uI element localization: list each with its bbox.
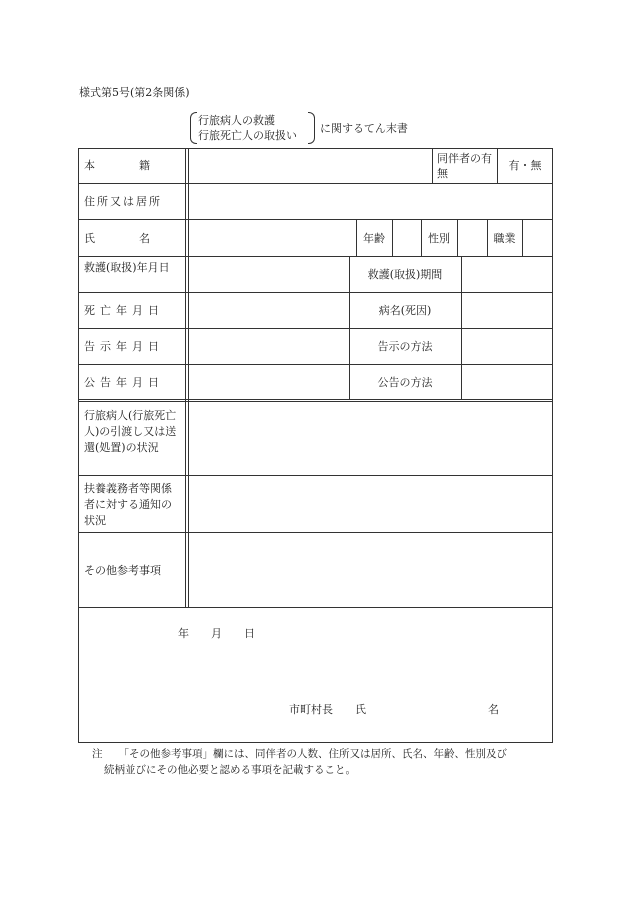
footnote-line-1 — [92, 746, 552, 762]
label-address: 住所又は居所 — [84, 195, 162, 208]
label-public-method: 公告の方法 — [377, 376, 433, 389]
label-public-date: 公告年月日 — [84, 376, 164, 389]
label-rescue-period: 救護(取扱)期間 — [367, 268, 443, 281]
label-companion: 同伴者の有無 — [437, 152, 492, 180]
title-line-2: 行旅死亡人の取扱い — [198, 129, 297, 142]
footnote-mark: 注 — [92, 748, 103, 760]
label-ari-nashi: 有・無 — [508, 159, 542, 172]
label-sex: 性別 — [428, 232, 450, 245]
label-handover-status: 行旅病人(行旅死亡人)の引渡し又は送還(処置)の状況 — [84, 409, 177, 454]
label-age: 年齢 — [363, 232, 385, 245]
label-disease-name: 病名(死因) — [378, 304, 432, 317]
footnote-text-2: 続柄並びにその他必要と認める事項を記載すること。 — [104, 764, 356, 776]
name-suffix: 名 — [488, 703, 499, 716]
label-notice-date: 告示年月日 — [84, 340, 164, 353]
label-name: 氏 名 — [84, 232, 150, 245]
footnote-text-1: 「その他参考事項」欄には、同伴者の人数、住所又は居所、氏名、年齢、性別及び — [118, 748, 507, 760]
label-notification-status: 扶養義務者等関係者に対する通知の状況 — [84, 482, 172, 527]
label-honseki: 本 籍 — [84, 159, 150, 172]
form-number: 様式第5号(第2条関係) — [79, 86, 190, 99]
footnote — [92, 746, 552, 778]
title-line-1: 行旅病人の救護 — [198, 114, 275, 127]
label-notice-method: 告示の方法 — [377, 340, 433, 353]
title-suffix: に関するてん末書 — [320, 122, 408, 135]
date-line: 年 月 日 — [178, 627, 255, 640]
mayor-label: 市町村長 氏 — [289, 703, 366, 716]
label-death-date: 死亡年月日 — [84, 304, 164, 317]
label-occupation: 職業 — [493, 232, 516, 245]
label-other-reference: その他参考事項 — [84, 564, 161, 577]
label-rescue-date: 救護(取扱)年月日 — [84, 261, 170, 274]
